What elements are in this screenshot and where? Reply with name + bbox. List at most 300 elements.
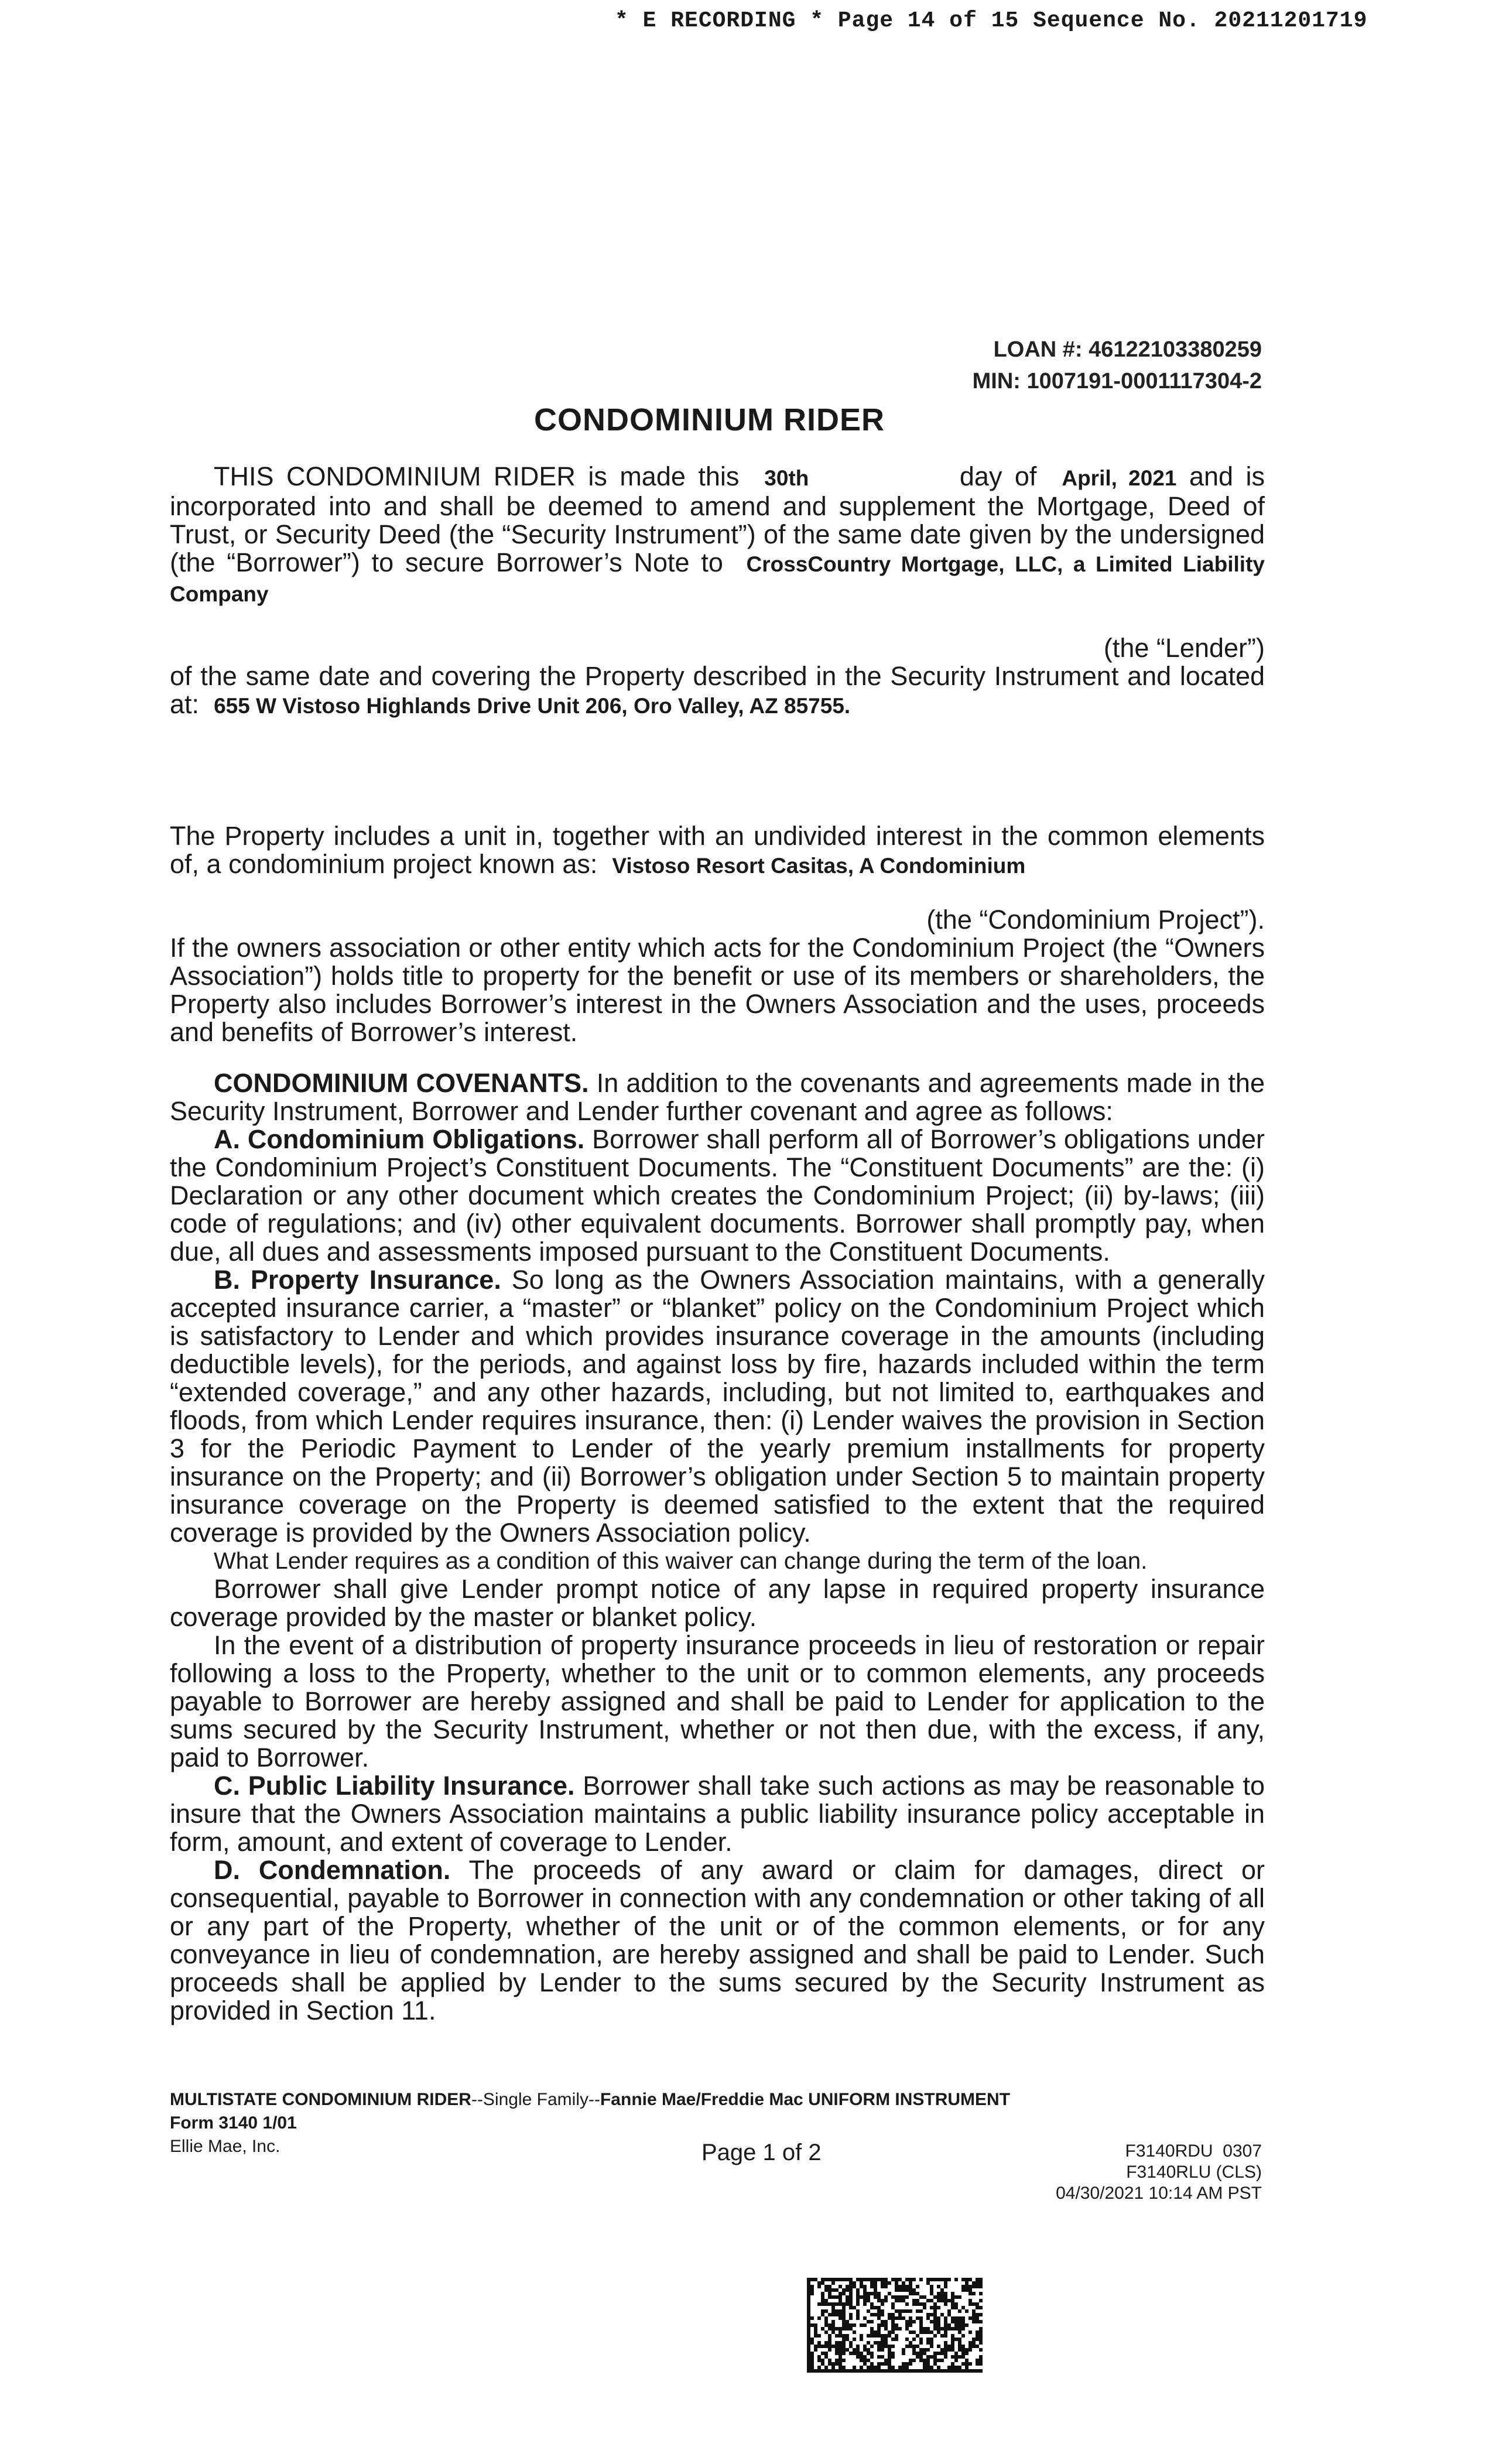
barcode-module bbox=[807, 2288, 810, 2292]
barcode-module bbox=[895, 2299, 898, 2302]
barcode-module bbox=[842, 2338, 846, 2341]
barcode-module bbox=[972, 2292, 976, 2295]
barcode-module bbox=[961, 2323, 965, 2327]
barcode-module bbox=[842, 2334, 846, 2338]
barcode-module bbox=[912, 2320, 916, 2323]
barcode-module bbox=[979, 2362, 983, 2366]
barcode-module bbox=[807, 2366, 810, 2369]
covenant-d-text: The proceeds of any award or claim for damages, direct or consequential, payable to Borrower in connection with any condemnation or other taking of all or any part of the Property, whether of the unit or of the common elements, or for any conveyance in lieu of condemnation, are hereby assigned and shall be paid to Lender. Such proceeds shall be applied by Lender to the sums secured by the Security Instrument as provided in Section 11. bbox=[170, 1855, 1265, 2025]
barcode-module bbox=[881, 2334, 884, 2338]
barcode-module bbox=[940, 2352, 944, 2355]
barcode-module bbox=[853, 2285, 856, 2288]
barcode-module bbox=[919, 2348, 923, 2352]
barcode-module bbox=[849, 2352, 853, 2355]
barcode-module bbox=[909, 2309, 912, 2313]
barcode-module bbox=[947, 2323, 951, 2327]
barcode-module bbox=[810, 2316, 814, 2320]
barcode-module bbox=[961, 2278, 965, 2281]
barcode-module bbox=[877, 2292, 881, 2295]
barcode-module bbox=[828, 2327, 831, 2330]
print-timestamp: 04/30/2021 10:14 AM PST bbox=[1056, 2184, 1262, 2203]
form-code-2: F3140RLU (CLS) bbox=[1126, 2162, 1262, 2182]
day-value: 30th bbox=[764, 466, 809, 490]
barcode-module bbox=[821, 2281, 824, 2285]
barcode-module bbox=[951, 2348, 954, 2352]
barcode-module bbox=[926, 2355, 930, 2359]
barcode-module bbox=[912, 2369, 916, 2373]
barcode-module bbox=[835, 2362, 839, 2366]
barcode-module bbox=[898, 2285, 902, 2288]
barcode-module bbox=[874, 2313, 877, 2316]
barcode-module bbox=[909, 2288, 912, 2292]
barcode-module bbox=[863, 2278, 867, 2281]
barcode-module bbox=[923, 2366, 926, 2369]
barcode-module bbox=[926, 2341, 930, 2345]
barcode-module bbox=[877, 2327, 881, 2330]
barcode-module bbox=[856, 2309, 860, 2313]
barcode-module bbox=[881, 2302, 884, 2306]
barcode-module bbox=[817, 2281, 821, 2285]
barcode-module bbox=[849, 2299, 853, 2302]
barcode-module bbox=[979, 2313, 983, 2316]
barcode-module bbox=[972, 2345, 976, 2348]
barcode-module bbox=[930, 2285, 933, 2288]
barcode-module bbox=[937, 2345, 940, 2348]
barcode-module bbox=[905, 2323, 909, 2327]
barcode-module bbox=[898, 2313, 902, 2316]
barcode-module bbox=[944, 2285, 947, 2288]
barcode-module bbox=[933, 2323, 937, 2327]
barcode-module bbox=[930, 2299, 933, 2302]
barcode-module bbox=[824, 2352, 828, 2355]
barcode-module bbox=[817, 2366, 821, 2369]
barcode-module bbox=[839, 2348, 842, 2352]
barcode-module bbox=[810, 2278, 814, 2281]
barcode-module bbox=[958, 2295, 961, 2299]
barcode-module bbox=[919, 2341, 923, 2345]
barcode-module bbox=[902, 2362, 905, 2366]
barcode-module bbox=[884, 2359, 888, 2362]
barcode-module bbox=[895, 2338, 898, 2341]
barcode-module bbox=[937, 2366, 940, 2369]
barcode-module bbox=[874, 2295, 877, 2299]
barcode-image bbox=[807, 2277, 983, 2373]
barcode-module bbox=[895, 2295, 898, 2299]
barcode-module bbox=[831, 2309, 835, 2313]
barcode-module bbox=[912, 2299, 916, 2302]
barcode-module bbox=[958, 2366, 961, 2369]
barcode-module bbox=[863, 2369, 867, 2373]
barcode-module bbox=[853, 2348, 856, 2352]
barcode-module bbox=[807, 2345, 810, 2348]
barcode-module bbox=[958, 2369, 961, 2373]
property-text: The Property includes a unit in, together with an undivided interest in the common elements of, a condominium project known as: bbox=[170, 821, 1265, 879]
barcode-module bbox=[831, 2330, 835, 2334]
barcode-module bbox=[891, 2278, 895, 2281]
min-number: MIN: 1007191-0001117304-2 bbox=[972, 369, 1262, 393]
barcode-module bbox=[902, 2288, 905, 2292]
barcode-module bbox=[839, 2313, 842, 2316]
barcode-module bbox=[961, 2355, 965, 2359]
owners-association-paragraph: If the owners association or other entity which acts for the Condominium Project (the “Owners Association”) holds title to property for the benefit or use of its members or shareholders, the Property also includes Borrower’s interest in the Owners Association and the uses, proceeds and benefits of Borrower’s interest. bbox=[170, 933, 1265, 1047]
barcode-module bbox=[863, 2316, 867, 2320]
barcode-module bbox=[951, 2341, 954, 2345]
barcode-module bbox=[860, 2323, 863, 2327]
barcode-module bbox=[968, 2362, 972, 2366]
barcode-module bbox=[814, 2327, 817, 2330]
barcode-module bbox=[877, 2309, 881, 2313]
barcode-module bbox=[912, 2348, 916, 2352]
barcode-module bbox=[926, 2369, 930, 2373]
barcode-module bbox=[884, 2341, 888, 2345]
barcode-module bbox=[877, 2316, 881, 2320]
barcode-module bbox=[835, 2345, 839, 2348]
barcode-module bbox=[867, 2348, 870, 2352]
barcode-module bbox=[919, 2338, 923, 2341]
barcode-module bbox=[842, 2306, 846, 2309]
barcode-module bbox=[860, 2278, 863, 2281]
barcode-module bbox=[881, 2362, 884, 2366]
barcode-module bbox=[905, 2295, 909, 2299]
barcode-module bbox=[849, 2281, 853, 2285]
barcode-module bbox=[877, 2355, 881, 2359]
barcode-module bbox=[912, 2345, 916, 2348]
barcode-module bbox=[842, 2316, 846, 2320]
barcode-module bbox=[860, 2281, 863, 2285]
barcode-module bbox=[874, 2366, 877, 2369]
form-number: Form 3140 1/01 bbox=[170, 2113, 297, 2133]
barcode-module bbox=[976, 2281, 979, 2285]
barcode-module bbox=[870, 2306, 874, 2309]
barcode-module bbox=[905, 2285, 909, 2288]
barcode-module bbox=[835, 2327, 839, 2330]
barcode-module bbox=[919, 2302, 923, 2306]
barcode-module bbox=[976, 2278, 979, 2281]
barcode-module bbox=[909, 2285, 912, 2288]
barcode-module bbox=[870, 2362, 874, 2366]
barcode-module bbox=[835, 2309, 839, 2313]
barcode-module bbox=[954, 2327, 958, 2330]
barcode-module bbox=[849, 2341, 853, 2345]
barcode-module bbox=[817, 2302, 821, 2306]
barcode-module bbox=[853, 2352, 856, 2355]
barcode-module bbox=[839, 2278, 842, 2281]
barcode-module bbox=[909, 2281, 912, 2285]
covenant-b-waiver: What Lender requires as a condition of this waiver can change during the term of the loan. bbox=[214, 1548, 1148, 1574]
barcode-module bbox=[814, 2345, 817, 2348]
barcode-module bbox=[965, 2285, 968, 2288]
barcode-module bbox=[968, 2285, 972, 2288]
barcode-module bbox=[860, 2355, 863, 2359]
barcode-module bbox=[947, 2313, 951, 2316]
barcode-module bbox=[923, 2352, 926, 2355]
covenant-b-text: So long as the Owners Association maintains, with a generally accepted insurance carrier, a “master” or “blanket” policy on the Condominium Project which is satisfactory to Lender and which provides insurance coverage in the amounts (including deductible levels), for the periods, and against loss by fire, hazards included within the term “extended coverage,” and any other hazards, including, but not limited to, earthquakes and floods, from which Lender requires insurance, then: (i) Lender waives the provision in Section 3 for the Periodic Payment to Lender of the yearly premium installments for property insurance on the Property; and (ii) Borrower’s obligation under Section 5 to maintain property insurance coverage on the Property is deemed satisfied to the extent that the required coverage is provided by the Owners Association policy. bbox=[170, 1265, 1265, 1548]
barcode-module bbox=[860, 2338, 863, 2341]
barcode-module bbox=[951, 2338, 954, 2341]
barcode-module bbox=[954, 2302, 958, 2306]
barcode-module bbox=[877, 2306, 881, 2309]
barcode-module bbox=[810, 2323, 814, 2327]
barcode-module bbox=[839, 2352, 842, 2355]
barcode-module bbox=[884, 2299, 888, 2302]
barcode-module bbox=[874, 2330, 877, 2334]
covenant-b-distribution-text: In the event of a distribution of property insurance proceeds in lieu of restoration or repair following a loss to the Property, whether to the unit or to common elements, any proceeds payable to Borrower are hereby assigned and shall be paid to Lender for application to the sums secured by the Security Instrument, whether or not then due, with the excess, if any, paid to Borrower. bbox=[170, 1630, 1265, 1772]
barcode-module bbox=[947, 2345, 951, 2348]
barcode-module bbox=[835, 2369, 839, 2373]
barcode-module bbox=[853, 2281, 856, 2285]
barcode-module bbox=[926, 2327, 930, 2330]
barcode-module bbox=[912, 2338, 916, 2341]
barcode-module bbox=[863, 2323, 867, 2327]
barcode-module bbox=[895, 2327, 898, 2330]
barcode-module bbox=[909, 2359, 912, 2362]
barcode-module bbox=[958, 2316, 961, 2320]
barcode-module bbox=[909, 2320, 912, 2323]
barcode-module bbox=[824, 2288, 828, 2292]
barcode-module bbox=[933, 2359, 937, 2362]
barcode-module bbox=[874, 2306, 877, 2309]
barcode-module bbox=[965, 2352, 968, 2355]
barcode-module bbox=[944, 2278, 947, 2281]
barcode-module bbox=[839, 2285, 842, 2288]
barcode-module bbox=[979, 2292, 983, 2295]
barcode-module bbox=[849, 2306, 853, 2309]
barcode-module bbox=[874, 2285, 877, 2288]
covenants-intro bbox=[170, 1069, 1265, 1125]
day-of-label: day of bbox=[959, 461, 1037, 491]
barcode-module bbox=[895, 2288, 898, 2292]
barcode-module bbox=[976, 2338, 979, 2341]
form-code-1: F3140RDU 0307 bbox=[1125, 2141, 1262, 2161]
barcode-module bbox=[831, 2302, 835, 2306]
barcode-module bbox=[958, 2323, 961, 2327]
barcode-module bbox=[867, 2320, 870, 2323]
barcode-module bbox=[930, 2313, 933, 2316]
barcode-module bbox=[863, 2348, 867, 2352]
barcode-module bbox=[863, 2299, 867, 2302]
barcode-module bbox=[919, 2330, 923, 2334]
barcode-module bbox=[926, 2281, 930, 2285]
barcode-module bbox=[912, 2352, 916, 2355]
barcode-module bbox=[968, 2330, 972, 2334]
barcode-module bbox=[902, 2299, 905, 2302]
barcode-module bbox=[909, 2341, 912, 2345]
barcode-module bbox=[909, 2323, 912, 2327]
barcode-module bbox=[937, 2327, 940, 2330]
barcode-module bbox=[933, 2320, 937, 2323]
barcode-module bbox=[814, 2348, 817, 2352]
barcode-module bbox=[863, 2355, 867, 2359]
barcode-module bbox=[856, 2288, 860, 2292]
barcode-module bbox=[979, 2299, 983, 2302]
barcode-module bbox=[958, 2355, 961, 2359]
barcode-module bbox=[817, 2345, 821, 2348]
barcode-module bbox=[877, 2323, 881, 2327]
barcode-module bbox=[824, 2316, 828, 2320]
barcode-module bbox=[807, 2320, 810, 2323]
barcode-module bbox=[846, 2348, 849, 2352]
barcode-module bbox=[902, 2295, 905, 2299]
barcode-module bbox=[807, 2278, 810, 2281]
barcode-module bbox=[940, 2313, 944, 2316]
barcode-module bbox=[842, 2345, 846, 2348]
barcode-module bbox=[954, 2359, 958, 2362]
barcode-module bbox=[976, 2316, 979, 2320]
barcode-module bbox=[831, 2288, 835, 2292]
barcode-module bbox=[898, 2295, 902, 2299]
barcode-module bbox=[958, 2330, 961, 2334]
barcode-module bbox=[898, 2309, 902, 2313]
barcode-module bbox=[863, 2285, 867, 2288]
barcode-module bbox=[828, 2292, 831, 2295]
barcode-module bbox=[884, 2285, 888, 2288]
barcode-module bbox=[951, 2306, 954, 2309]
barcode-module bbox=[976, 2302, 979, 2306]
barcode-module bbox=[937, 2306, 940, 2309]
covenant-c-heading: C. Public Liability Insurance. bbox=[214, 1771, 575, 1801]
barcode-module bbox=[923, 2362, 926, 2366]
covenant-a bbox=[170, 1125, 1265, 1266]
barcode-module bbox=[842, 2278, 846, 2281]
barcode-module bbox=[930, 2306, 933, 2309]
barcode-module bbox=[877, 2345, 881, 2348]
barcode-module bbox=[863, 2359, 867, 2362]
barcode-module bbox=[898, 2366, 902, 2369]
barcode-module bbox=[976, 2313, 979, 2316]
barcode-module bbox=[807, 2341, 810, 2345]
barcode-module bbox=[856, 2313, 860, 2316]
barcode-module bbox=[842, 2309, 846, 2313]
barcode-module bbox=[867, 2341, 870, 2345]
barcode-module bbox=[961, 2369, 965, 2373]
barcode-module bbox=[831, 2362, 835, 2366]
barcode-module bbox=[888, 2362, 891, 2366]
barcode-module bbox=[856, 2355, 860, 2359]
barcode-module bbox=[807, 2348, 810, 2352]
barcode-module bbox=[972, 2281, 976, 2285]
barcode-module bbox=[831, 2323, 835, 2327]
barcode-module bbox=[835, 2278, 839, 2281]
barcode-module bbox=[821, 2309, 824, 2313]
barcode-module bbox=[979, 2341, 983, 2345]
barcode-module bbox=[930, 2338, 933, 2341]
barcode-module bbox=[807, 2327, 810, 2330]
barcode-module bbox=[817, 2341, 821, 2345]
barcode-module bbox=[926, 2330, 930, 2334]
barcode-module bbox=[961, 2352, 965, 2355]
barcode-module bbox=[937, 2369, 940, 2373]
barcode-module bbox=[817, 2316, 821, 2320]
barcode-module bbox=[976, 2362, 979, 2366]
barcode-module bbox=[860, 2352, 863, 2355]
barcode-module bbox=[933, 2278, 937, 2281]
month-year-value: April, 2021 bbox=[1062, 466, 1177, 490]
barcode-module bbox=[853, 2338, 856, 2341]
barcode-module bbox=[944, 2345, 947, 2348]
barcode-module bbox=[817, 2369, 821, 2373]
barcode-module bbox=[888, 2313, 891, 2316]
barcode-module bbox=[867, 2359, 870, 2362]
barcode-module bbox=[842, 2323, 846, 2327]
barcode-module bbox=[961, 2306, 965, 2309]
barcode-module bbox=[968, 2278, 972, 2281]
barcode-module bbox=[810, 2292, 814, 2295]
barcode-module bbox=[972, 2338, 976, 2341]
lender-name: CrossCountry Mortgage, LLC, a Limited Liability Company bbox=[170, 552, 1265, 606]
barcode-module bbox=[856, 2369, 860, 2373]
barcode-module bbox=[898, 2278, 902, 2281]
barcode-module bbox=[944, 2320, 947, 2323]
barcode-module bbox=[824, 2345, 828, 2348]
covenant-b-notice-text: Borrower shall give Lender prompt notice of any lapse in required property insurance coverage provided by the master or blanket policy. bbox=[170, 1574, 1265, 1632]
barcode-module bbox=[881, 2281, 884, 2285]
barcode-module bbox=[965, 2362, 968, 2366]
barcode-module bbox=[954, 2306, 958, 2309]
barcode-module bbox=[976, 2306, 979, 2309]
intro-section bbox=[170, 463, 1265, 720]
barcode-module bbox=[888, 2345, 891, 2348]
barcode-module bbox=[947, 2348, 951, 2352]
barcode-module bbox=[937, 2285, 940, 2288]
barcode-module bbox=[856, 2292, 860, 2295]
barcode-module bbox=[951, 2295, 954, 2299]
barcode-module bbox=[877, 2334, 881, 2338]
barcode-module bbox=[831, 2366, 835, 2369]
barcode-module bbox=[954, 2320, 958, 2323]
barcode-module bbox=[898, 2316, 902, 2320]
barcode-module bbox=[891, 2338, 895, 2341]
barcode-module bbox=[972, 2302, 976, 2306]
barcode-module bbox=[884, 2334, 888, 2338]
barcode-module bbox=[947, 2278, 951, 2281]
barcode-module bbox=[923, 2295, 926, 2299]
barcode-module bbox=[842, 2313, 846, 2316]
barcode-module bbox=[968, 2302, 972, 2306]
barcode-module bbox=[965, 2288, 968, 2292]
project-name: Vistoso Resort Casitas, A Condominium bbox=[612, 854, 1026, 878]
barcode-module bbox=[961, 2327, 965, 2330]
barcode-module bbox=[919, 2320, 923, 2323]
barcode-module bbox=[976, 2285, 979, 2288]
barcode-module bbox=[874, 2278, 877, 2281]
barcode-module bbox=[810, 2359, 814, 2362]
barcode-module bbox=[937, 2316, 940, 2320]
barcode-module bbox=[972, 2285, 976, 2288]
barcode-module bbox=[849, 2316, 853, 2320]
barcode-module bbox=[842, 2341, 846, 2345]
barcode-module bbox=[940, 2348, 944, 2352]
barcode-module bbox=[891, 2316, 895, 2320]
barcode-module bbox=[902, 2348, 905, 2352]
barcode-module bbox=[944, 2352, 947, 2355]
barcode-module bbox=[867, 2292, 870, 2295]
barcode-module bbox=[888, 2334, 891, 2338]
barcode-module bbox=[961, 2362, 965, 2366]
barcode-module bbox=[947, 2309, 951, 2313]
barcode-module bbox=[863, 2292, 867, 2295]
form-title-bold1: MULTISTATE CONDOMINIUM RIDER bbox=[170, 2090, 471, 2109]
barcode-module bbox=[853, 2323, 856, 2327]
barcode-module bbox=[867, 2295, 870, 2299]
barcode-module bbox=[842, 2359, 846, 2362]
barcode-module bbox=[849, 2302, 853, 2306]
barcode-module bbox=[933, 2352, 937, 2355]
barcode-module bbox=[944, 2302, 947, 2306]
barcode-module bbox=[814, 2369, 817, 2373]
barcode-module bbox=[856, 2352, 860, 2355]
barcode-module bbox=[846, 2278, 849, 2281]
barcode-module bbox=[891, 2295, 895, 2299]
